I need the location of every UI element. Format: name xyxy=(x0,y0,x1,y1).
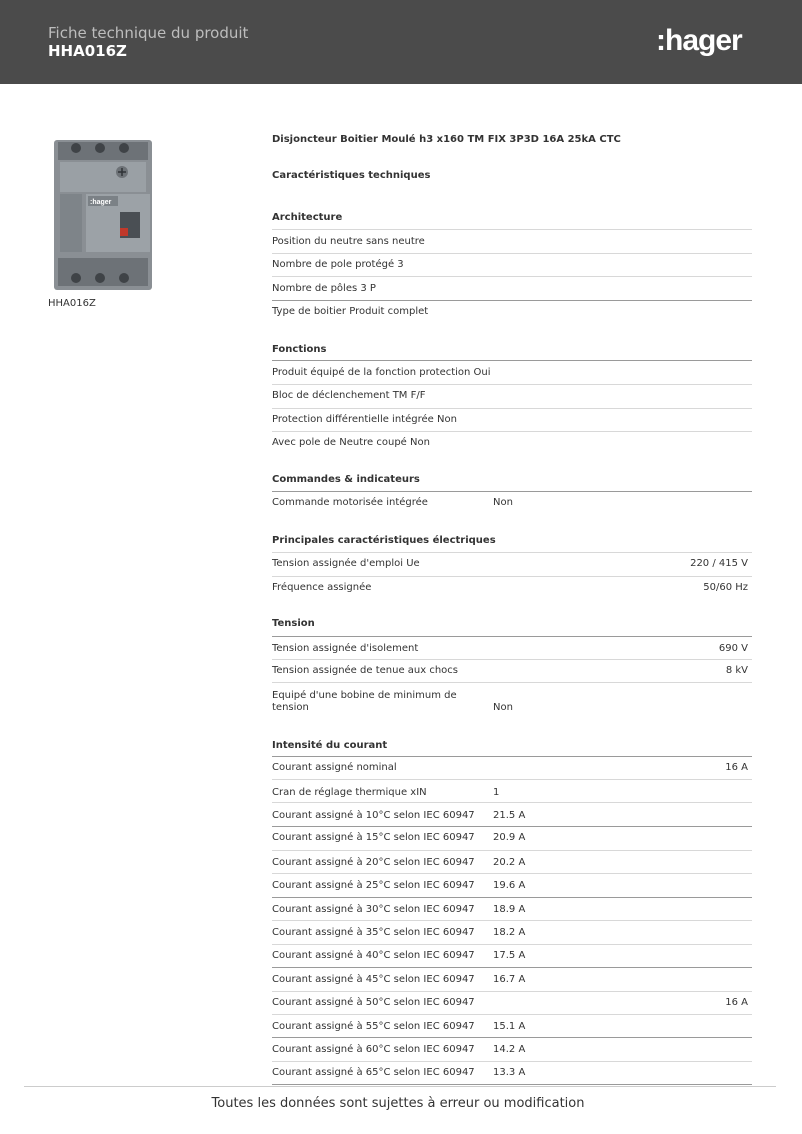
row-divider xyxy=(272,944,752,945)
row-divider xyxy=(272,920,752,921)
spec-label: Fréquence assignée xyxy=(272,582,372,593)
spec-label: Nombre de pole protégé 3 xyxy=(272,259,404,270)
spec-label: Bloc de déclenchement TM F/F xyxy=(272,390,426,401)
spec-value: 16 A xyxy=(725,997,748,1008)
row-divider xyxy=(272,1084,752,1085)
row-divider xyxy=(272,1061,752,1062)
svg-text::hager: :hager xyxy=(90,199,112,206)
spec-label: Courant assigné à 15°C selon IEC 60947 xyxy=(272,832,475,843)
row-divider xyxy=(272,991,752,992)
spec-value: 690 V xyxy=(718,643,748,654)
spec-label: Courant assigné à 45°C selon IEC 60947 xyxy=(272,974,475,985)
product-title: Disjoncteur Boitier Moulé h3 x160 TM FIX 3P3D 16A 25kA CTC xyxy=(272,134,621,145)
spec-label: Commande motorisée intégrée xyxy=(272,497,428,508)
spec-value: 20.9 A xyxy=(493,832,526,843)
row-divider xyxy=(272,779,752,780)
spec-value: 50/60 Hz xyxy=(703,582,748,593)
spec-value: 21.5 A xyxy=(493,810,526,821)
spec-value: 14.2 A xyxy=(493,1044,526,1055)
footer-divider xyxy=(24,1086,776,1087)
page-header xyxy=(0,0,802,84)
spec-label: Type de boitier Produit complet xyxy=(272,306,429,317)
spec-value: 20.2 A xyxy=(493,857,526,868)
row-divider xyxy=(272,873,752,874)
row-divider xyxy=(272,276,752,277)
row-divider xyxy=(272,576,752,577)
spec-label: Cran de réglage thermique xIN xyxy=(272,787,427,798)
row-divider xyxy=(272,659,752,660)
row-divider xyxy=(272,802,752,803)
spec-label: Courant assigné à 40°C selon IEC 60947 xyxy=(272,950,475,961)
product-image xyxy=(48,134,158,294)
section-heading-commandes: Commandes & indicateurs xyxy=(272,474,420,485)
row-divider xyxy=(272,967,752,968)
row-divider xyxy=(272,1014,752,1015)
row-divider xyxy=(272,408,752,409)
row-divider xyxy=(272,384,752,385)
row-divider xyxy=(272,636,752,637)
spec-value: 15.1 A xyxy=(493,1021,526,1032)
spec-label: Position du neutre sans neutre xyxy=(272,236,425,247)
spec-label: Courant assigné à 30°C selon IEC 60947 xyxy=(272,904,475,915)
spec-label: Protection différentielle intégrée Non xyxy=(272,414,457,425)
row-divider xyxy=(272,1037,752,1038)
spec-value: 1 xyxy=(493,787,500,798)
row-divider xyxy=(272,682,752,683)
hager-logo: :hager xyxy=(656,24,742,57)
spec-label: tension xyxy=(272,702,309,713)
spec-value: 19.6 A xyxy=(493,880,526,891)
spec-label: Produit équipé de la fonction protection Oui xyxy=(272,367,491,378)
spec-label: Tension assignée d'isolement xyxy=(272,643,419,654)
spec-label: Courant assigné à 25°C selon IEC 60947 xyxy=(272,880,475,891)
row-divider xyxy=(272,229,752,230)
section-heading-courant: Intensité du courant xyxy=(272,740,388,751)
spec-value: 16.7 A xyxy=(493,974,526,985)
spec-value: 220 / 415 V xyxy=(690,558,748,569)
spec-label: Courant assigné à 20°C selon IEC 60947 xyxy=(272,857,475,868)
section-heading-electriques: Principales caractéristiques électriques xyxy=(272,535,496,546)
row-divider xyxy=(272,491,752,492)
row-divider xyxy=(272,850,752,851)
row-divider xyxy=(272,897,752,898)
section-heading-architecture: Architecture xyxy=(272,212,343,223)
spec-value: 17.5 A xyxy=(493,950,526,961)
spec-label: Nombre de pôles 3 P xyxy=(272,283,376,294)
spec-value: Non xyxy=(493,497,513,508)
spec-label: Avec pole de Neutre coupé Non xyxy=(272,437,430,448)
spec-label: Courant assigné nominal xyxy=(272,762,397,773)
spec-value: Non xyxy=(493,702,513,713)
section-heading-fonctions: Fonctions xyxy=(272,344,327,355)
technical-characteristics-heading: Caractéristiques techniques xyxy=(272,170,431,181)
spec-label: Courant assigné à 50°C selon IEC 60947 xyxy=(272,997,475,1008)
spec-value: 8 kV xyxy=(725,665,748,676)
row-divider xyxy=(272,253,752,254)
spec-label: Courant assigné à 35°C selon IEC 60947 xyxy=(272,927,475,938)
footer-disclaimer: Toutes les données sont sujettes à erreur ou modification xyxy=(211,1096,585,1111)
spec-label: Courant assigné à 65°C selon IEC 60947 xyxy=(272,1067,475,1078)
spec-label: Courant assigné à 60°C selon IEC 60947 xyxy=(272,1044,475,1055)
spec-value: 18.9 A xyxy=(493,904,526,915)
section-heading-tension: Tension xyxy=(272,618,315,629)
spec-label: Courant assigné à 55°C selon IEC 60947 xyxy=(272,1021,475,1032)
spec-label: Tension assignée d'emploi Ue xyxy=(272,558,420,569)
header-reference: HHA016Z xyxy=(48,42,127,60)
spec-value: 16 A xyxy=(725,762,748,773)
spec-value: 18.2 A xyxy=(493,927,526,938)
row-divider xyxy=(272,300,752,301)
row-divider xyxy=(272,431,752,432)
spec-label: Tension assignée de tenue aux chocs xyxy=(272,665,459,676)
row-divider xyxy=(272,360,752,361)
spec-label: Courant assigné à 10°C selon IEC 60947 xyxy=(272,810,475,821)
header-subtitle: Fiche technique du produit xyxy=(48,24,249,42)
product-image-caption: HHA016Z xyxy=(48,298,96,309)
row-divider xyxy=(272,756,752,757)
row-divider xyxy=(272,826,752,827)
spec-value: 13.3 A xyxy=(493,1067,526,1078)
spec-label: Equipé d'une bobine de minimum de xyxy=(272,690,457,701)
row-divider xyxy=(272,552,752,553)
